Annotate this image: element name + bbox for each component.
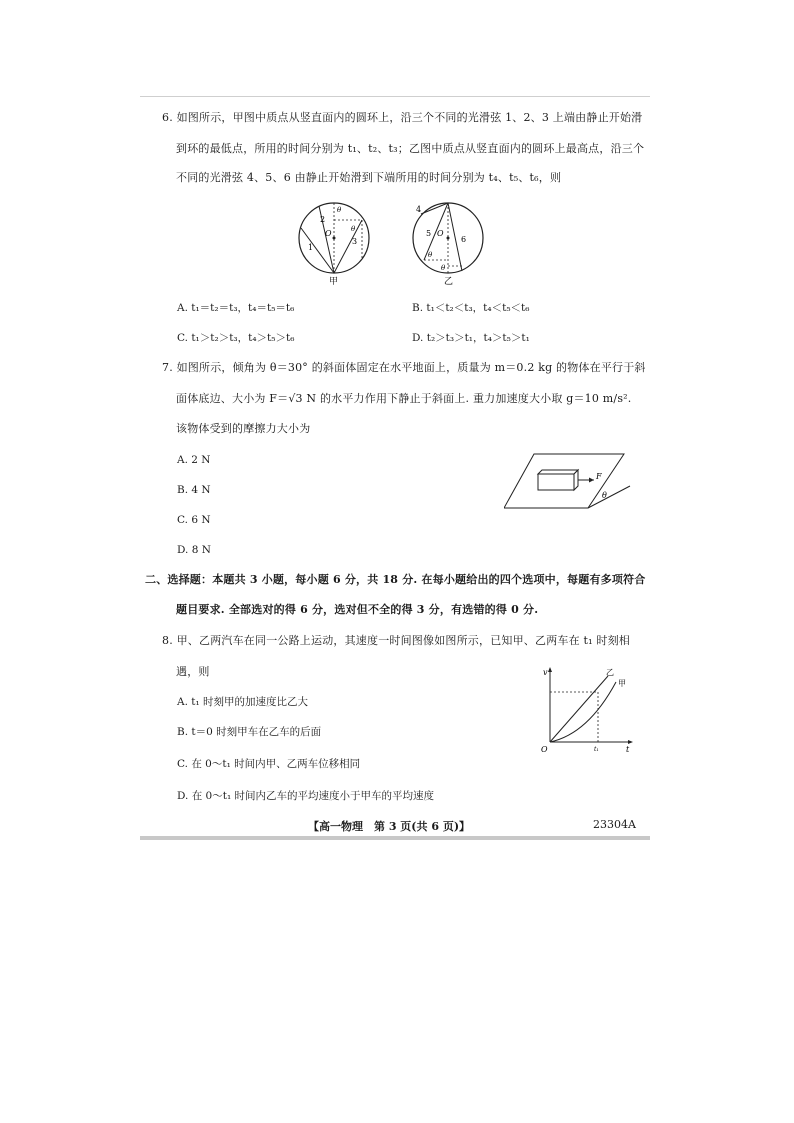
exam-page xyxy=(140,96,650,841)
q6-figure-jia xyxy=(296,200,376,286)
q6-line1: 6. 如图所示，甲图中质点从竖直面内的圆环上，沿三个不同的光滑弦 1、2、3 上端由静止开始滑 xyxy=(162,111,643,124)
jia-label-3: 3 xyxy=(352,237,358,246)
top-rule xyxy=(140,96,650,97)
incline-theta-label: θ xyxy=(602,491,607,500)
q7-option-c: C. 6 N xyxy=(177,514,211,526)
section2-line1: 二、选择题：本题共 3 小题，每小题 6 分，共 18 分. 在每小题给出的四个选项中，每题有多项符合 xyxy=(145,573,646,586)
yi-label-6: 6 xyxy=(461,235,467,244)
q7-line2: 面体底边、大小为 F＝√3 N 的水平力作用下静止于斜面上. 重力加速度大小取 g＝10 m/s². xyxy=(176,392,632,405)
q7-option-b: B. 4 N xyxy=(177,484,211,496)
q6-line2: 到环的最低点，所用的时间分别为 t₁、t₂、t₃；乙图中质点从竖直面内的圆环上最高点，沿三个 xyxy=(176,142,645,155)
q7-option-a: A. 2 N xyxy=(177,454,211,466)
jia-o-label: O xyxy=(325,229,332,238)
footer-exam-code: 23304A xyxy=(593,818,636,831)
q8-option-a: A. t₁ 时刻甲的加速度比乙大 xyxy=(177,696,309,708)
yi-label-5: 5 xyxy=(426,229,432,238)
fig-yi-caption: 乙 xyxy=(444,277,454,286)
graph-t-label: t xyxy=(626,745,630,754)
q6-option-c: C. t₁＞t₂＞t₃，t₄＞t₅＞t₆ xyxy=(177,332,295,344)
yi-label-4: 4 xyxy=(416,205,422,214)
q8-option-c: C. 在 0～t₁ 时间内甲、乙两车位移相同 xyxy=(177,758,361,770)
jia-theta-top: θ xyxy=(337,206,342,214)
yi-theta-bottom: θ xyxy=(441,264,446,272)
q6-option-d: D. t₂＞t₃＞t₁，t₄＞t₅＞t₁ xyxy=(412,332,530,344)
q7-option-d: D. 8 N xyxy=(177,544,211,556)
bottom-rule xyxy=(140,836,650,840)
graph-v-label: v xyxy=(543,668,548,677)
graph-t1-label: t₁ xyxy=(594,746,599,753)
jia-label-2: 2 xyxy=(320,215,326,224)
q8-line1: 8. 甲、乙两汽车在同一公路上运动，其速度一时间图像如图所示，已知甲、乙两车在 t₁ 时刻相 xyxy=(162,634,631,647)
q8-option-b: B. t＝0 时刻甲车在乙车的后面 xyxy=(177,726,322,738)
q8-line2: 遇，则 xyxy=(176,665,210,678)
jia-theta-right: θ xyxy=(351,225,356,233)
graph-origin-label: O xyxy=(541,745,548,754)
q7-incline-figure xyxy=(504,446,634,516)
yi-theta-left: θ xyxy=(428,251,433,259)
graph-yi-label: 乙 xyxy=(606,668,614,677)
footer-page-info: 【高一物理 第 3 页(共 6 页)】 xyxy=(308,820,471,833)
q6-option-a: A. t₁＝t₂＝t₃，t₄＝t₅＝t₆ xyxy=(177,302,295,314)
q6-line3: 不同的光滑弦 4、5、6 由静止开始滑到下端所用的时间分别为 t₄、t₅、t₆，则 xyxy=(176,171,562,184)
incline-force-label: F xyxy=(596,472,602,481)
q6-figure-yi xyxy=(410,200,490,286)
q7-line3: 该物体受到的摩擦力大小为 xyxy=(176,422,311,435)
yi-o-label: O xyxy=(437,229,444,238)
q7-line1: 7. 如图所示，倾角为 θ＝30° 的斜面体固定在水平地面上，质量为 m＝0.2 kg 的物体在平行于斜 xyxy=(162,361,646,374)
q8-option-d: D. 在 0～t₁ 时间内乙车的平均速度小于甲车的平均速度 xyxy=(177,790,435,802)
section2-line2: 题目要求. 全部选对的得 6 分，选对但不全的得 3 分，有选错的得 0 分. xyxy=(176,603,539,616)
graph-jia-label: 甲 xyxy=(618,679,626,688)
q8-vt-graph xyxy=(538,664,636,754)
jia-label-1: 1 xyxy=(308,243,314,252)
fig-jia-caption: 甲 xyxy=(329,277,339,286)
q6-option-b: B. t₁＜t₂＜t₃，t₄＜t₅＜t₆ xyxy=(412,302,530,314)
